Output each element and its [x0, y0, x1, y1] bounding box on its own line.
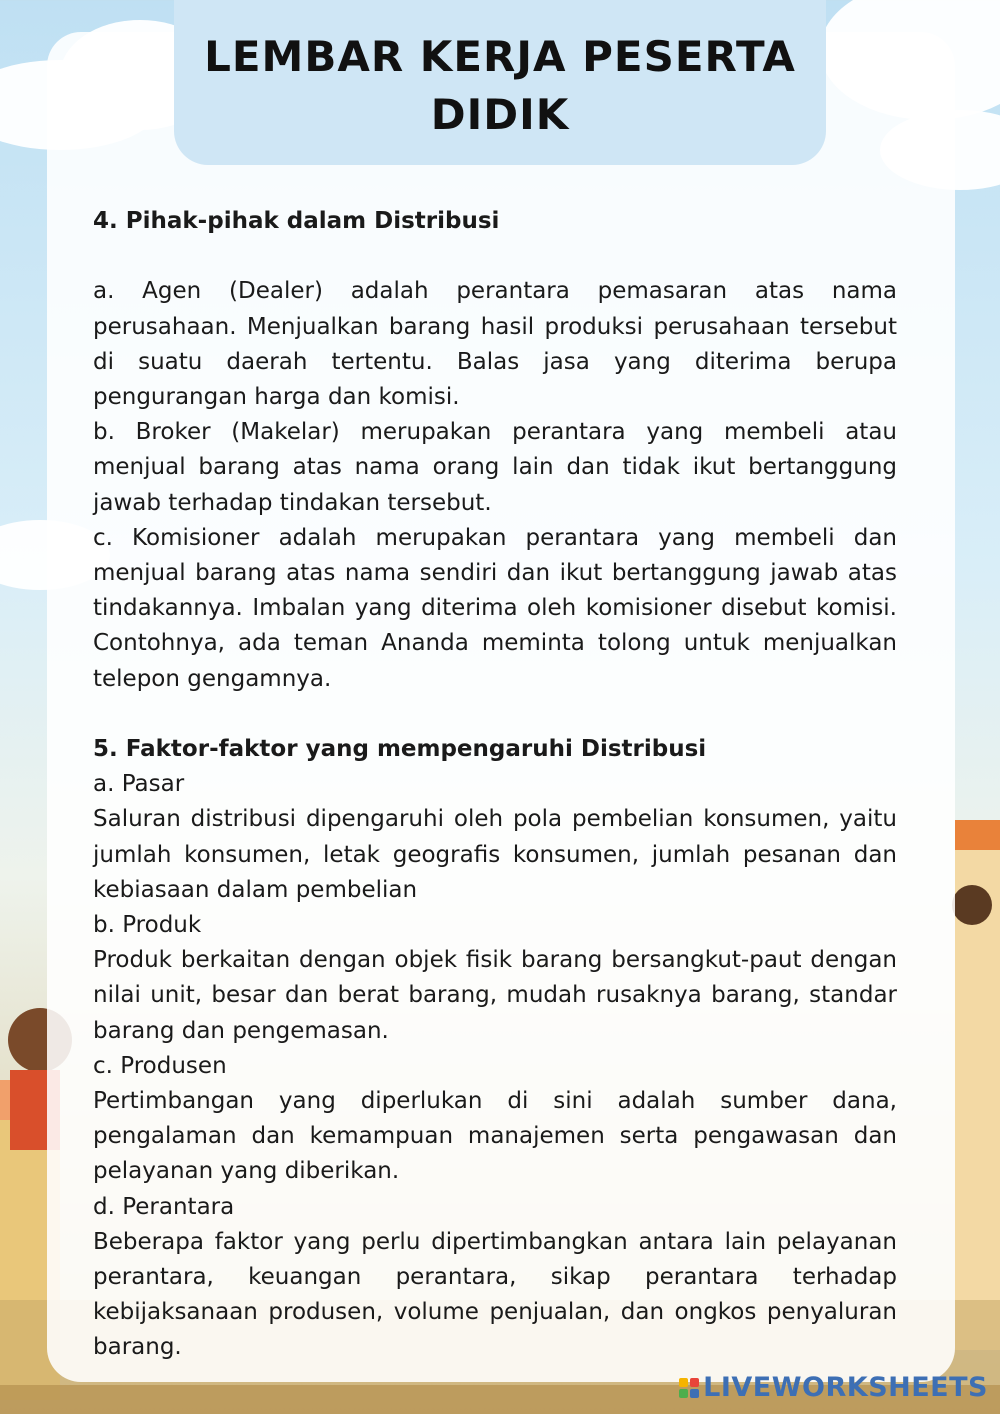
worksheet-content: [93, 204, 897, 1366]
factor-pasar-label: a. Pasar: [93, 771, 185, 798]
factor-pasar-text: Saluran distribusi dipengaruhi oleh pola pembelian konsumen, yaitu jumlah konsumen, letak geografis konsumen, jumlah pesanan dan kebiasaan dalam pembelian: [93, 806, 897, 903]
factor-perantara-label: d. Perantara: [93, 1193, 235, 1220]
distribution-party-broker: b. Broker (Makelar) merupakan perantara yang membeli atau menjual barang atas nama orang lain dan tidak ikut bertanggung jawab terhadap tindakan tersebut.: [93, 419, 897, 516]
watermark-text: LIVEWORKSHEETS: [703, 1372, 988, 1403]
section-5-heading: 5. Faktor-faktor yang mempengaruhi Distribusi: [93, 736, 707, 763]
spacer: [93, 239, 897, 274]
liveworksheets-watermark: [679, 1372, 988, 1403]
factor-produsen-text: Pertimbangan yang diperlukan di sini adalah sumber dana, pengalaman dan kemampuan manajemen serta pengawasan dan pelayanan yang diberikan.: [93, 1088, 897, 1185]
factor-produsen-label: c. Produsen: [93, 1052, 227, 1079]
distribution-party-agen: a. Agen (Dealer) adalah perantara pemasaran atas nama perusahaan. Menjualkan barang hasil produksi perusahaan tersebut di suatu daerah tertentu. Balas jasa yang diterima berupa pengurangan harga dan komisi.: [93, 278, 897, 410]
distribution-party-komisioner: c. Komisioner adalah merupakan perantara yang membeli dan menjual barang atas nama sendiri dan ikut bertanggung jawab atas tindakannya. Imbalan yang diterima oleh komisioner disebut komisi. Contohnya, ada teman Ananda meminta tolong untuk menjualkan telepon gengamnya.: [93, 524, 897, 692]
section-4-heading: 4. Pihak-pihak dalam Distribusi: [93, 208, 500, 234]
liveworksheets-logo-icon: [679, 1378, 699, 1398]
factor-produk-label: b. Produk: [93, 912, 202, 939]
spacer: [93, 697, 897, 732]
title-banner: [174, 0, 826, 165]
factor-produk-text: Produk berkaitan dengan objek fisik barang bersangkut-paut dengan nilai unit, besar dan berat barang, mudah rusaknya barang, standar barang dan pengemasan.: [93, 947, 897, 1044]
factor-perantara-text: Beberapa faktor yang perlu dipertimbangkan antara lain pelayanan perantara, keuangan perantara, sikap perantara terhadap kebijaksanaan produsen, volume penjualan, dan ongkos penyaluran barang.: [93, 1228, 897, 1361]
page-title: LEMBAR KERJA PESERTA DIDIK: [204, 31, 796, 139]
